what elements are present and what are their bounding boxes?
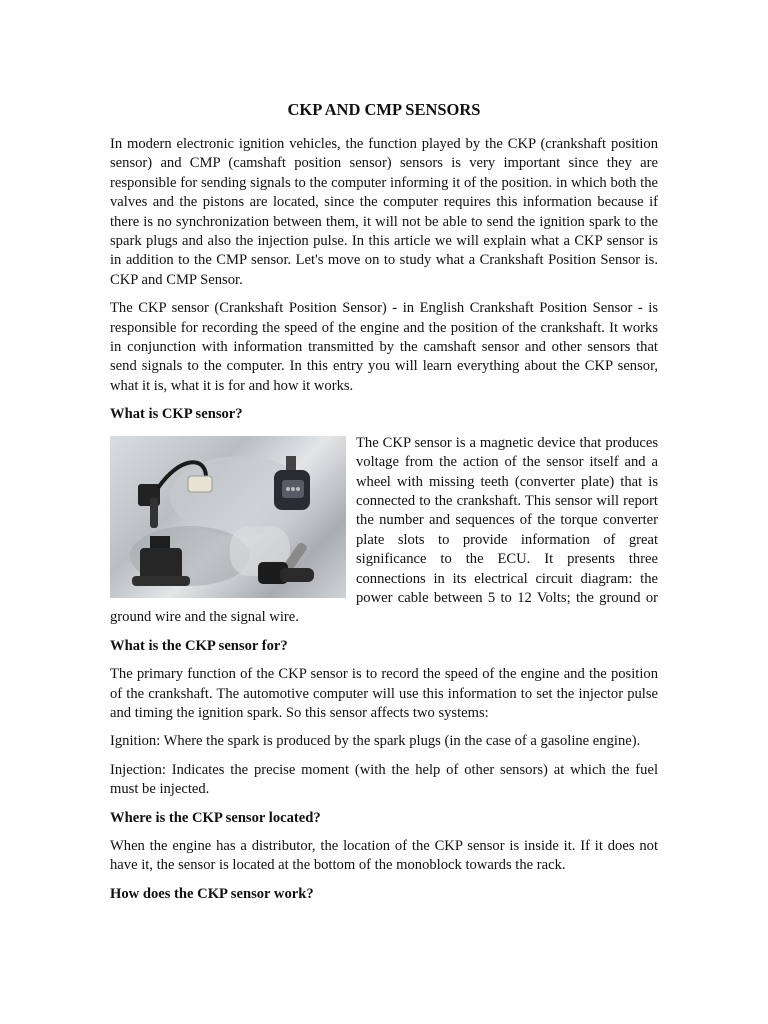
heading-ckp-located: Where is the CKP sensor located? — [110, 809, 321, 826]
ckp-located-paragraph: When the engine has a distributor, the location of the CKP sensor is inside it. If it does not have it, the sensor is located at the bottom of the monoblock towards the rack. — [110, 838, 658, 874]
ckp-for-paragraph-ignition: Ignition: Where the spark is produced by the spark plugs (in the case of a gasoline engine). — [110, 733, 641, 750]
sensor-illustration — [110, 436, 346, 598]
heading-what-is-ckp: What is CKP sensor? — [110, 406, 243, 423]
intro-paragraph-2: The CKP sensor (Crankshaft Position Sensor) - in English Crankshaft Position Sensor - is responsible for recording the speed of the engine and the position of the crankshaft. It works in conjunction with information transmitted by the camshaft sensor and other sensors that send signals to the computer. In this entry you will learn everything about the CKP sensor, what it is, what it is for and how it works. — [110, 300, 658, 394]
ckp-sensors-photo — [110, 436, 346, 598]
heading-ckp-works: How does the CKP sensor work? — [110, 885, 314, 902]
what-is-ckp-paragraph: The CKP sensor is a magnetic device that produces voltage from the action of the sensor itself and a wheel with missing teeth (converter plate) that is connected to the crankshaft. This sensor will report the number and sequences of the torque converter plate slots to provide information of great significance to the ECU. It presents three connections in its electrical circuit diagram: the power cable between 5 to 12 Volts; the ground or ground wire and the signal wire. — [110, 434, 658, 626]
ckp-for-paragraph-injection: Injection: Indicates the precise moment (with the help of other sensors) at which the fuel must be injected. — [110, 761, 658, 798]
document-title: CKP AND CMP SENSORS — [287, 100, 481, 119]
intro-paragraph-1: In modern electronic ignition vehicles, the function played by the CKP (crankshaft position sensor) and CMP (camshaft position sensor) sensors is very important since they are responsible for sending signals to the computer informing it of the position. in which both the valves and the pistons are located, since the computer requires this information because if there is no synchronization between them, it will not be able to send the ignition spark to the spark plugs and also the injection pulse. In this article we will explain what a CKP sensor is in addition to the CMP sensor. Let's move on to study what a Crankshaft Position Sensor is. CKP and CMP Sensor. — [110, 136, 658, 288]
ckp-for-paragraph-1: The primary function of the CKP sensor is to record the speed of the engine and the position of the crankshaft. The automotive computer will use this information to set the injector pulse and timing the ignition spark. So this sensor affects two systems: — [110, 666, 658, 721]
heading-ckp-for: What is the CKP sensor for? — [110, 637, 288, 654]
